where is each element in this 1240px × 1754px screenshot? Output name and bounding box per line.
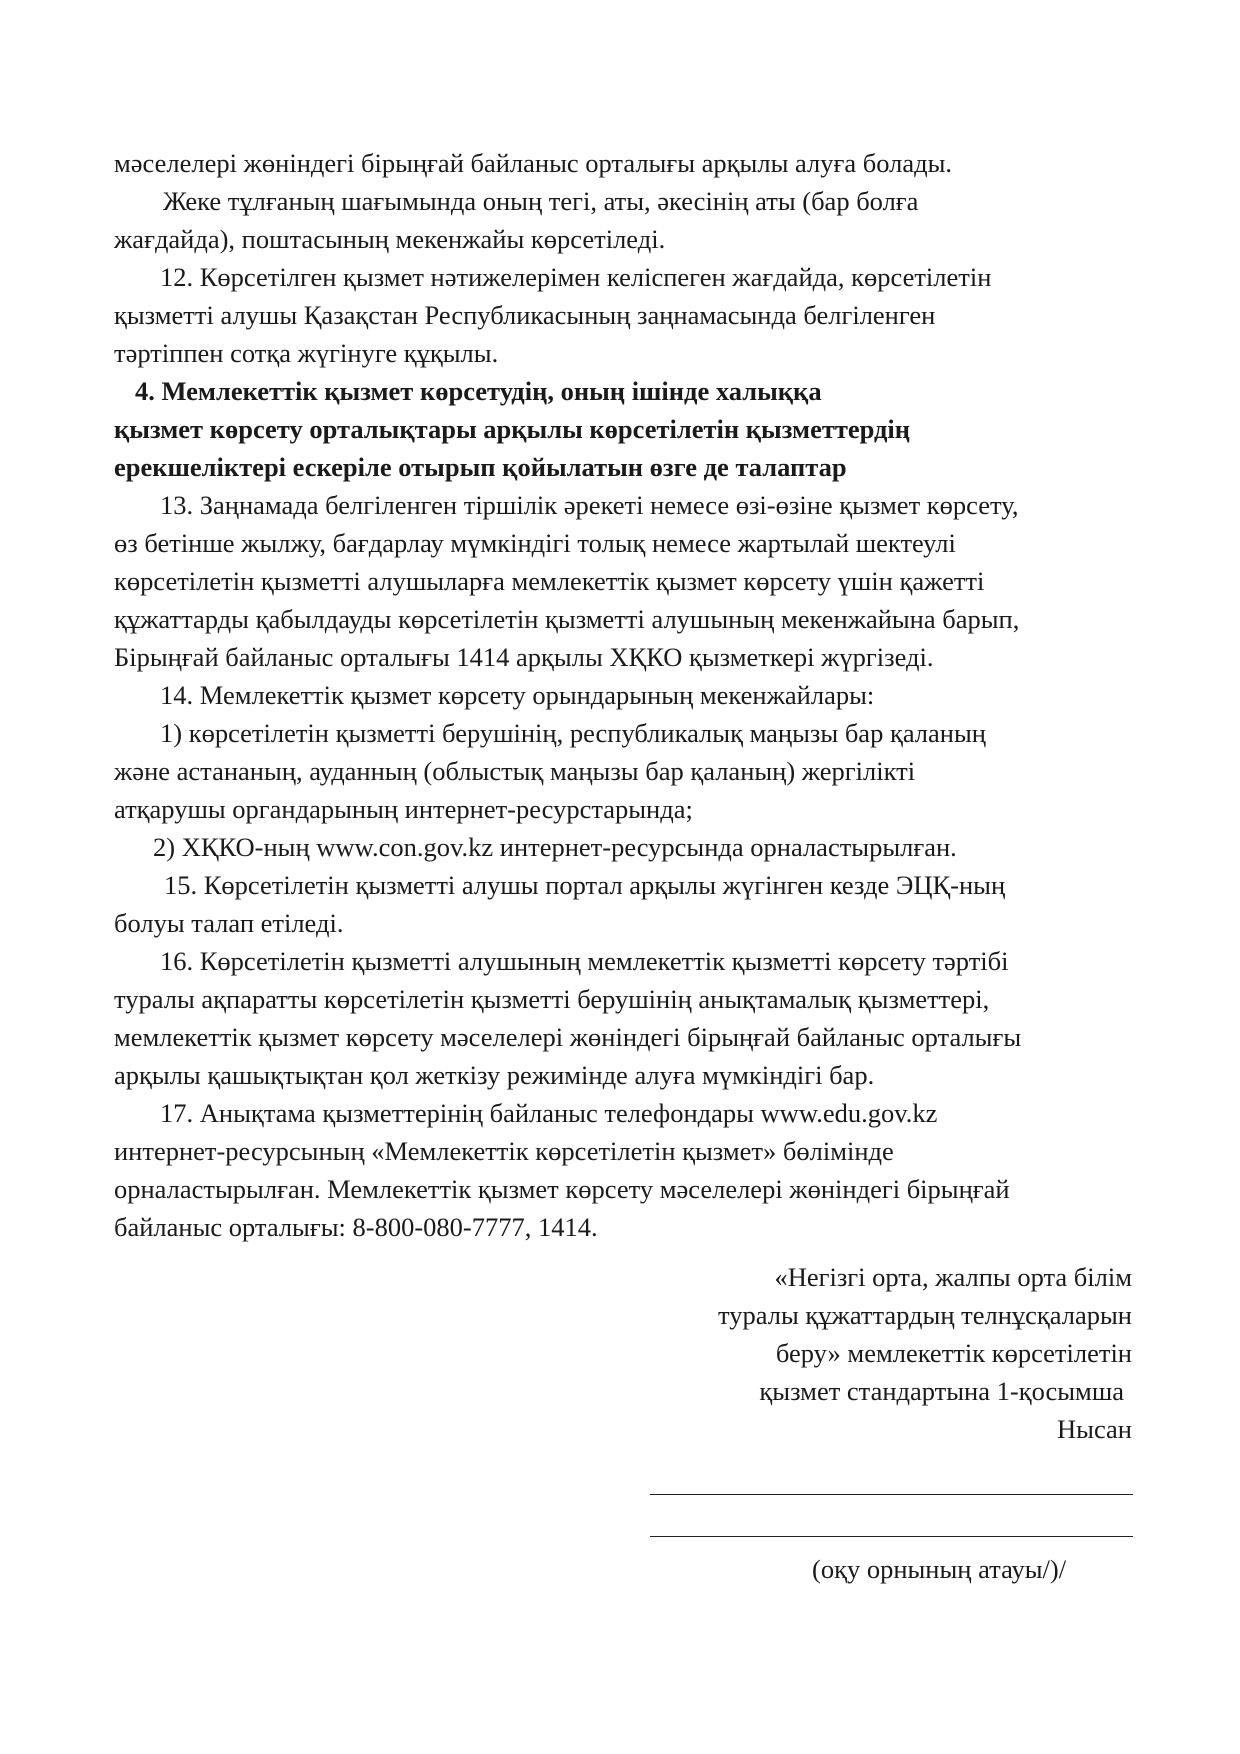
appendix-line: туралы құжаттардың телнұсқаларын (718, 1300, 1132, 1330)
text-line: 12. Көрсетілген қызмет нәтижелерімен келіспеген жағдайда, көрсетілетін (160, 262, 992, 292)
text-line: болуы талап етіледі. (114, 908, 344, 938)
blank-line (650, 1494, 1133, 1495)
appendix-line: қызмет стандартына 1-қосымша (759, 1376, 1124, 1406)
text-line: байланыс орталығы: 8-800-080-7777, 1414. (114, 1212, 598, 1242)
text-line: Жеке тұлғаның шағымында оның тегі, аты, әкесінің аты (бар болға (163, 186, 919, 216)
text-line: көрсетілетін қызметті алушыларға мемлекеттік қызмет көрсету үшін қажетті (114, 566, 985, 596)
form-label: Нысан (1057, 1414, 1132, 1444)
blank-line (650, 1536, 1133, 1537)
text-line: тәртіппен сотқа жүгінуге құқылы. (114, 338, 499, 368)
text-line: 13. Заңнамада белгіленген тіршілік әрекеті немесе өзі-өзіне қызмет көрсету, (160, 490, 1019, 520)
text-line: құжаттарды қабылдауды көрсетілетін қызметті алушының мекенжайына барып, (114, 604, 1020, 634)
caption: (оқу орнының атауы/)/ (812, 1554, 1067, 1584)
text-line: интернет-ресурсының «Мемлекеттік көрсетілетін қызмет» бөлімінде (114, 1136, 894, 1166)
section-heading: 4. Мемлекеттік қызмет көрсетудің, оның ішінде халыққа (135, 376, 822, 406)
section-heading: қызмет көрсету орталықтары арқылы көрсетілетін қызметтердің (114, 414, 911, 444)
text-line: өз бетінше жылжу, бағдарлау мүмкіндігі толық немесе жартылай шектеулі (114, 528, 956, 558)
text-line: 15. Көрсетілетін қызметті алушы портал арқылы жүгінген кезде ЭЦҚ-ның (164, 870, 1006, 900)
appendix-line: «Негізгі орта, жалпы орта білім (774, 1262, 1132, 1292)
text-line: арқылы қашықтықтан қол жеткізу режимінде алуға мүмкіндігі бар. (114, 1060, 875, 1090)
appendix-line: беру» мемлекеттік көрсетілетін (775, 1338, 1132, 1368)
text-line: 2) ХҚКО-ның www.con.gov.kz интернет-ресурсында орналастырылған. (153, 832, 957, 862)
text-line: жағдайда), поштасының мекенжайы көрсетіледі. (114, 224, 666, 254)
text-line: мәселелері жөніндегі бірыңғай байланыс орталығы арқылы алуға болады. (114, 148, 953, 178)
text-line: мемлекеттік қызмет көрсету мәселелері жөніндегі бірыңғай байланыс орталығы (114, 1022, 1022, 1052)
section-heading: ерекшеліктері ескеріле отырып қойылатын өзге де талаптар (114, 452, 847, 482)
text-line: және астананың, ауданның (облыстық маңызы бар қаланың) жергілікті (114, 756, 916, 786)
text-line: туралы ақпаратты көрсетілетін қызметті берушінің анықтамалық қызметтері, (114, 984, 990, 1014)
text-line: атқарушы органдарының интернет-ресурстарында; (114, 794, 693, 824)
text-line: 16. Көрсетілетін қызметті алушының мемлекеттік қызметті көрсету тәртібі (160, 946, 1009, 976)
text-line: Бірыңғай байланыс орталығы 1414 арқылы ХҚКО қызметкері жүргізеді. (114, 642, 934, 672)
text-line: орналастырылған. Мемлекеттік қызмет көрсету мәселелері жөніндегі бірыңғай (114, 1174, 1010, 1204)
text-line: қызметті алушы Қазақстан Республикасының заңнамасында белгіленген (114, 300, 936, 330)
text-line: 17. Анықтама қызметтерінің байланыс телефондары www.edu.gov.kz (160, 1098, 938, 1128)
text-line: 1) көрсетілетін қызметті берушінің, республикалық маңызы бар қаланың (160, 718, 986, 748)
text-line: 14. Мемлекеттік қызмет көрсету орындарының мекенжайлары: (160, 680, 875, 710)
